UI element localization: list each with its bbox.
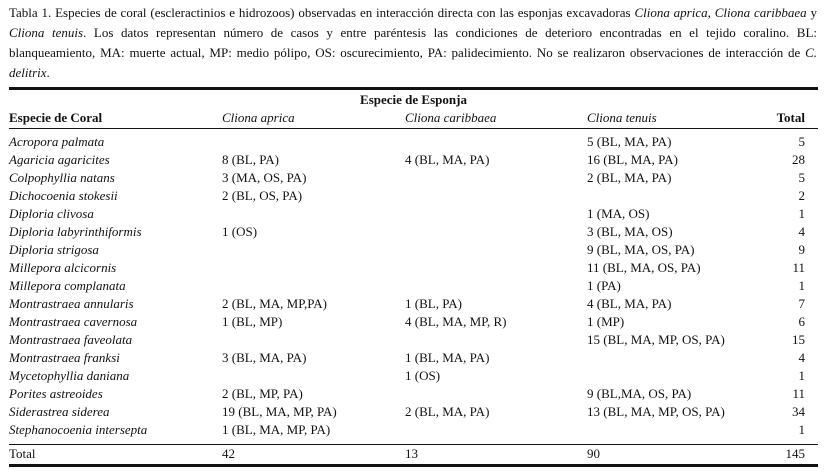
header-total: Total (776, 110, 805, 125)
group-header: Especie de Esponja (360, 92, 467, 107)
coral-species: Stephanocoenia intersepta (9, 422, 148, 437)
total-cell: 34 (792, 404, 805, 419)
aprica-cell: 1 (BL, MA, MP, PA) (222, 422, 331, 437)
caption-text: . Los datos representan número de casos y entre paréntesis las condiciones de deterioro encontradas en el tejido coralino. BL: blanqueamiento, MA: muerte actual, MP: medio pólipo, OS: oscurecimiento, PA: palidecimiento. No se realizaron observaciones de interacción de (9, 25, 817, 60)
total-cell: 1 (798, 278, 805, 293)
coral-species: Mycetophyllia daniana (9, 368, 130, 383)
caribbaea-cell: 4 (BL, MA, MP, R) (405, 314, 507, 329)
caribbaea-cell: 2 (BL, MA, PA) (405, 404, 490, 419)
tenuis-cell: 3 (BL, MA, OS) (587, 224, 673, 239)
coral-species: Diploria labyrinthiformis (9, 224, 142, 239)
total-cell: 28 (792, 152, 805, 167)
coral-species: Colpophyllia natans (9, 170, 115, 185)
caption-species: C. delitrix (9, 45, 817, 80)
aprica-cell: 1 (OS) (222, 224, 258, 239)
total-cell: 4 (798, 224, 805, 239)
aprica-cell: 19 (BL, MA, MP, PA) (222, 404, 337, 419)
total-cell: 1 (798, 206, 805, 221)
total-tenuis: 90 (587, 446, 600, 461)
total-cell: 15 (792, 332, 805, 347)
header-tenuis: Cliona tenuis (587, 110, 657, 125)
coral-species: Acropora palmata (9, 134, 105, 149)
tenuis-cell: 1 (MA, OS) (587, 206, 650, 221)
tenuis-cell: 1 (MP) (587, 314, 625, 329)
coral-species: Montrastraea cavernosa (9, 314, 138, 329)
total-cell: 1 (798, 368, 805, 383)
caption-text: . (46, 65, 50, 80)
total-aprica: 42 (222, 446, 235, 461)
aprica-cell: 1 (BL, MP) (222, 314, 283, 329)
total-cell: 5 (798, 134, 805, 149)
aprica-cell: 2 (BL, MA, MP,PA) (222, 296, 327, 311)
caribbaea-cell: 1 (OS) (405, 368, 441, 383)
coral-species: Montrastraea franksi (9, 350, 120, 365)
table-caption (9, 3, 817, 83)
caption-text: , (707, 5, 715, 20)
coral-species: Porites astreoides (9, 386, 103, 401)
header-aprica: Cliona aprica (222, 110, 295, 125)
coral-species: Siderastrea siderea (9, 404, 110, 419)
total-caribbaea: 13 (405, 446, 418, 461)
coral-species: Montrastraea faveolata (9, 332, 133, 347)
total-cell: 11 (792, 386, 805, 401)
caption-text: y (806, 5, 818, 20)
tenuis-cell: 11 (BL, MA, OS, PA) (587, 260, 701, 275)
caption-text: Tabla 1. Especies de coral (escleractinios e hidrozoos) observadas en interacción directa con las esponjas excavadoras (9, 5, 635, 20)
header-rule (9, 128, 818, 129)
coral-species: Montrastraea annularis (9, 296, 134, 311)
top-rule (9, 87, 818, 90)
tenuis-cell: 1 (PA) (587, 278, 621, 293)
tenuis-cell: 9 (BL,MA, OS, PA) (587, 386, 692, 401)
total-cell: 5 (798, 170, 805, 185)
tenuis-cell: 5 (BL, MA, PA) (587, 134, 672, 149)
caption-species: Cliona caribbaea (714, 5, 807, 20)
caption-species: Cliona aprica (634, 5, 708, 20)
tenuis-cell: 2 (BL, MA, PA) (587, 170, 672, 185)
caption-species: Cliona tenuis (9, 25, 84, 40)
bottom-rule (9, 464, 818, 467)
total-cell: 4 (798, 350, 805, 365)
aprica-cell: 8 (BL, PA) (222, 152, 279, 167)
coral-species: Millepora alcicornis (9, 260, 117, 275)
aprica-cell: 2 (BL, OS, PA) (222, 188, 303, 203)
coral-species: Millepora complanata (9, 278, 126, 293)
coral-species: Agaricia agaricites (9, 152, 110, 167)
caribbaea-cell: 1 (BL, MA, PA) (405, 350, 490, 365)
coral-species: Diploria strigosa (9, 242, 99, 257)
tenuis-cell: 15 (BL, MA, MP, OS, PA) (587, 332, 725, 347)
tenuis-cell: 9 (BL, MA, OS, PA) (587, 242, 695, 257)
total-cell: 9 (798, 242, 805, 257)
total-cell: 7 (798, 296, 805, 311)
total-label: Total (9, 446, 36, 461)
caribbaea-cell: 4 (BL, MA, PA) (405, 152, 490, 167)
total-cell: 2 (798, 188, 805, 203)
total-grand: 145 (785, 446, 805, 461)
tenuis-cell: 16 (BL, MA, PA) (587, 152, 678, 167)
total-rule (9, 444, 818, 445)
caribbaea-cell: 1 (BL, PA) (405, 296, 462, 311)
aprica-cell: 2 (BL, MP, PA) (222, 386, 303, 401)
coral-species: Dichocoenia stokesii (9, 188, 118, 203)
coral-species: Diploria clivosa (9, 206, 94, 221)
aprica-cell: 3 (BL, MA, PA) (222, 350, 307, 365)
tenuis-cell: 13 (BL, MA, MP, OS, PA) (587, 404, 725, 419)
header-caribbaea: Cliona caribbaea (405, 110, 497, 125)
total-cell: 1 (798, 422, 805, 437)
header-coral: Especie de Coral (9, 110, 103, 125)
aprica-cell: 3 (MA, OS, PA) (222, 170, 307, 185)
tenuis-cell: 4 (BL, MA, PA) (587, 296, 672, 311)
total-cell: 11 (792, 260, 805, 275)
total-cell: 6 (798, 314, 805, 329)
